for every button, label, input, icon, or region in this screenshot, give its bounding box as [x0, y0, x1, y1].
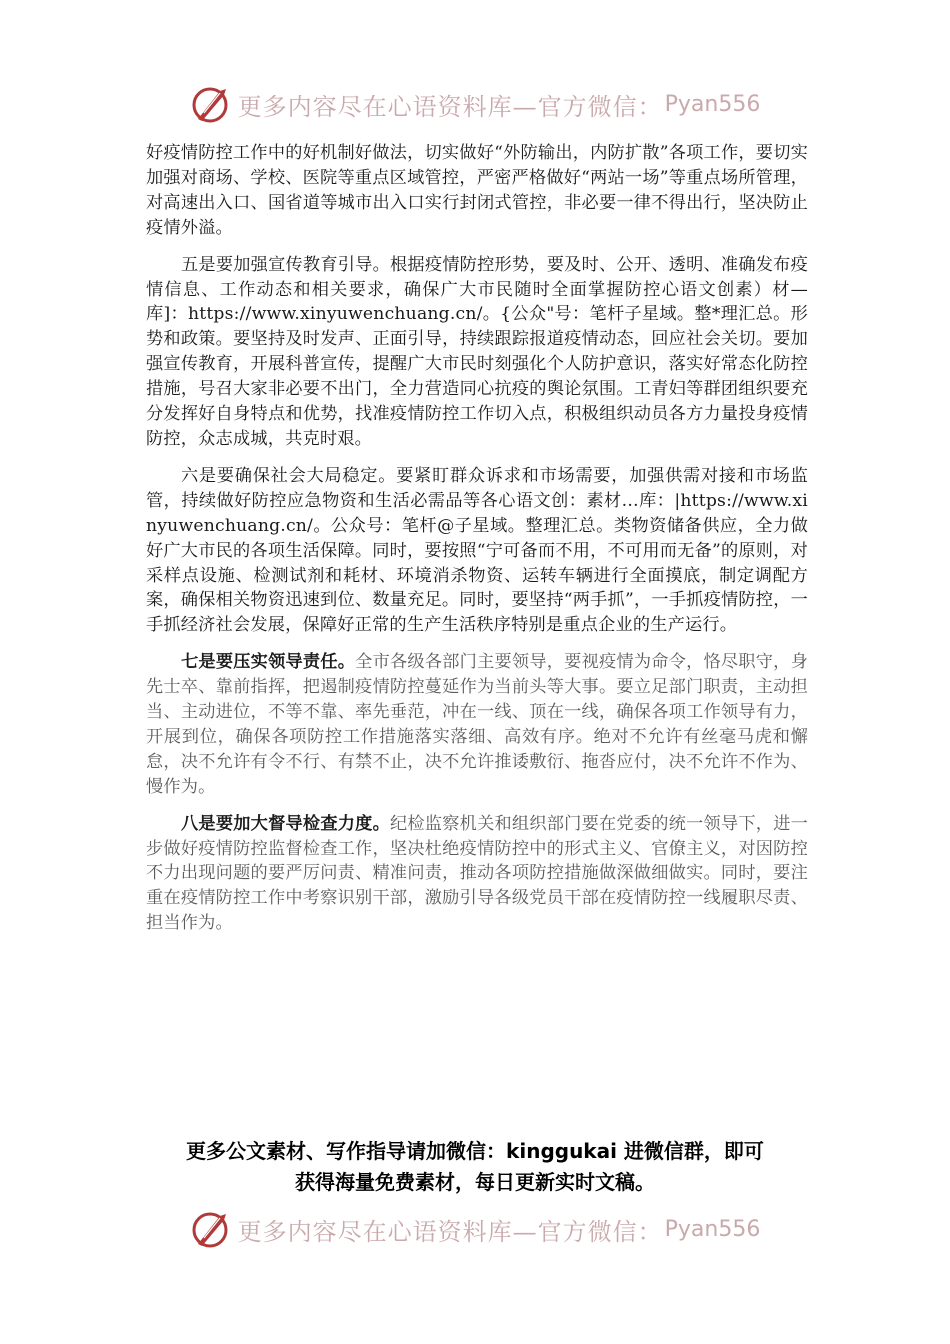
paragraph-text: 纪检监察机关和组织部门要在党委的统一领导下，进一步做好疫情防控监督检查工作，坚决杜绝疫情防控中的形式主义、官僚主义，对因防控不力出现问题的要严厉问责、精准问责，推动各项防控措施做深做细做实。同时，要注重在疫情防控工作中考察识别干部，激励引导各级党员干部在疫情防控一线履职尽责、担当作为。	[146, 813, 808, 934]
promo-line-1: 更多公文素材、写作指导请加微信：kinggukai 进微信群，即可	[186, 1139, 764, 1163]
paragraph-text: 五是要加强宣传教育引导。根据疫情防控形势，要及时、公开、透明、准确发布疫情信息、工作动态和相关要求，确保广大市民随时全面掌握防控心语文创素）材—库]：https://www.xinyuwenchuang.cn/。{公众"号：笔杆子星域。整*理汇总。形势和政策。要坚持及时发声、正面引导，持续跟踪报道疫情动态，回应社会关切。要加强宣传教育，开展科普宣传，提醒广大市民时刻强化个人防护意识，落实好常态化防控措施，号召大家非必要不出门，全力营造同心抗疫的舆论氛围。工青妇等群团组织要充分发挥好自身特点和优势，找准疫情防控工作切入点，积极组织动员各方力量投身疫情防控，众志成城，共克时艰。	[146, 254, 808, 449]
quill-pen-in-circle-icon	[190, 1208, 232, 1250]
banner-wechat-id: Pyan556	[664, 91, 761, 117]
promo-cta	[0, 1136, 950, 1198]
paragraph-continuation	[146, 141, 808, 241]
paragraph-lead: 八是要加大督导检查力度。	[181, 813, 391, 834]
header-banner	[0, 78, 950, 130]
banner-text: 更多内容尽在心语资料库—官方微信：	[237, 92, 663, 121]
paragraph-text: 好疫情防控工作中的好机制好做法，切实做好“外防输出，内防扩散”各项工作，要切实加强对商场、学校、医院等重点区域管控，严密严格做好“两站一场”等重点场所管理，对高速出入口、国省道等城市出入口实行封闭式管控，非必要一律不得出行，坚决防止疫情外溢。	[146, 143, 808, 238]
paragraph-text: 全市各级各部门主要领导，要视疫情为命令，恪尽职守，身先士卒、靠前指挥，把遏制疫情防控蔓延作为当前头等大事。要立足部门职责，主动担当、主动进位，不等不靠、率先垂范，冲在一线、顶在一线，确保各项工作领导有力，开展到位，确保各项防控工作措施落实落细、高效有序。绝对不允许有丝毫马虎和懈怠，决不允许有令不行、有禁不止，决不允许推诿敷衍、拖沓应付，决不允许不作为、慢作为。	[146, 652, 808, 797]
quill-pen-in-circle-icon	[190, 83, 232, 125]
paragraph-supervision	[146, 812, 808, 937]
document-body	[146, 141, 808, 948]
paragraph-lead: 七是要压实领导责任。	[181, 652, 356, 673]
paragraph-publicity	[146, 253, 808, 452]
paragraph-stability	[146, 464, 808, 638]
banner-text: 更多内容尽在心语资料库—官方微信：	[237, 1217, 663, 1246]
banner-wechat-id: Pyan556	[664, 1216, 761, 1242]
footer-banner	[0, 1203, 950, 1255]
promo-line-2: 获得海量免费素材，每日更新实时文稿。	[295, 1170, 655, 1194]
paragraph-text: 六是要确保社会大局稳定。要紧盯群众诉求和市场需要，加强供需对接和市场监管，持续做好防控应急物资和生活必需品等各心语文创：素材…库：|https://www.xinyuwenchuang.cn/。公众号：笔杆@子星域。整理汇总。类物资储备供应，全力做好广大市民的各项生活保障。同时，要按照“宁可备而不用，不可用而无备”的原则，对采样点设施、检测试剂和耗材、环境消杀物资、运转车辆进行全面摸底，制定调配方案，确保相关物资迅速到位、数量充足。同时，要坚持“两手抓”，一手抓疫情防控，一手抓经济社会发展，保障好正常的生产生活秩序特别是重点企业的生产运行。	[146, 465, 808, 636]
paragraph-leadership	[146, 650, 808, 799]
